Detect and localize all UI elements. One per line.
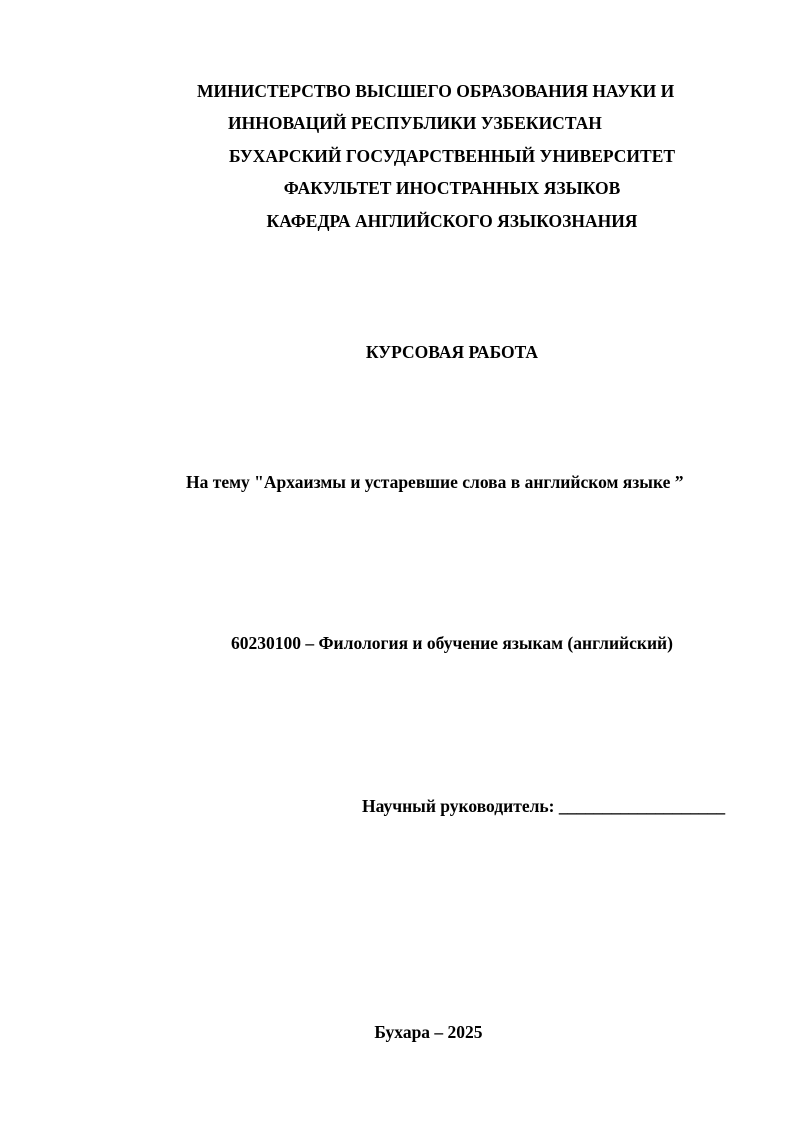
ministry-heading-line-2: ИННОВАЦИЙ РЕСПУБЛИКИ УЗБЕКИСТАН — [228, 113, 602, 133]
supervisor-line: Научный руководитель: ___________________ — [362, 796, 726, 816]
faculty-name: ФАКУЛЬТЕТ ИНОСТРАННЫХ ЯЗЫКОВ — [283, 178, 621, 198]
university-name: БУХАРСКИЙ ГОСУДАРСТВЕННЫЙ УНИВЕРСИТЕТ — [228, 146, 676, 166]
document-topic: На тему "Архаизмы и устаревшие слова в английском языке ” — [186, 472, 684, 492]
specialty-code: 60230100 – Филология и обучение языкам (английский) — [231, 633, 673, 653]
ministry-heading-line-1: МИНИСТЕРСТВО ВЫСШЕГО ОБРАЗОВАНИЯ НАУКИ И — [197, 81, 675, 101]
department-name: КАФЕДРА АНГЛИЙСКОГО ЯЗЫКОЗНАНИЯ — [266, 211, 638, 231]
document-title: КУРСОВАЯ РАБОТА — [365, 342, 539, 362]
city-year: Бухара – 2025 — [374, 1022, 483, 1042]
